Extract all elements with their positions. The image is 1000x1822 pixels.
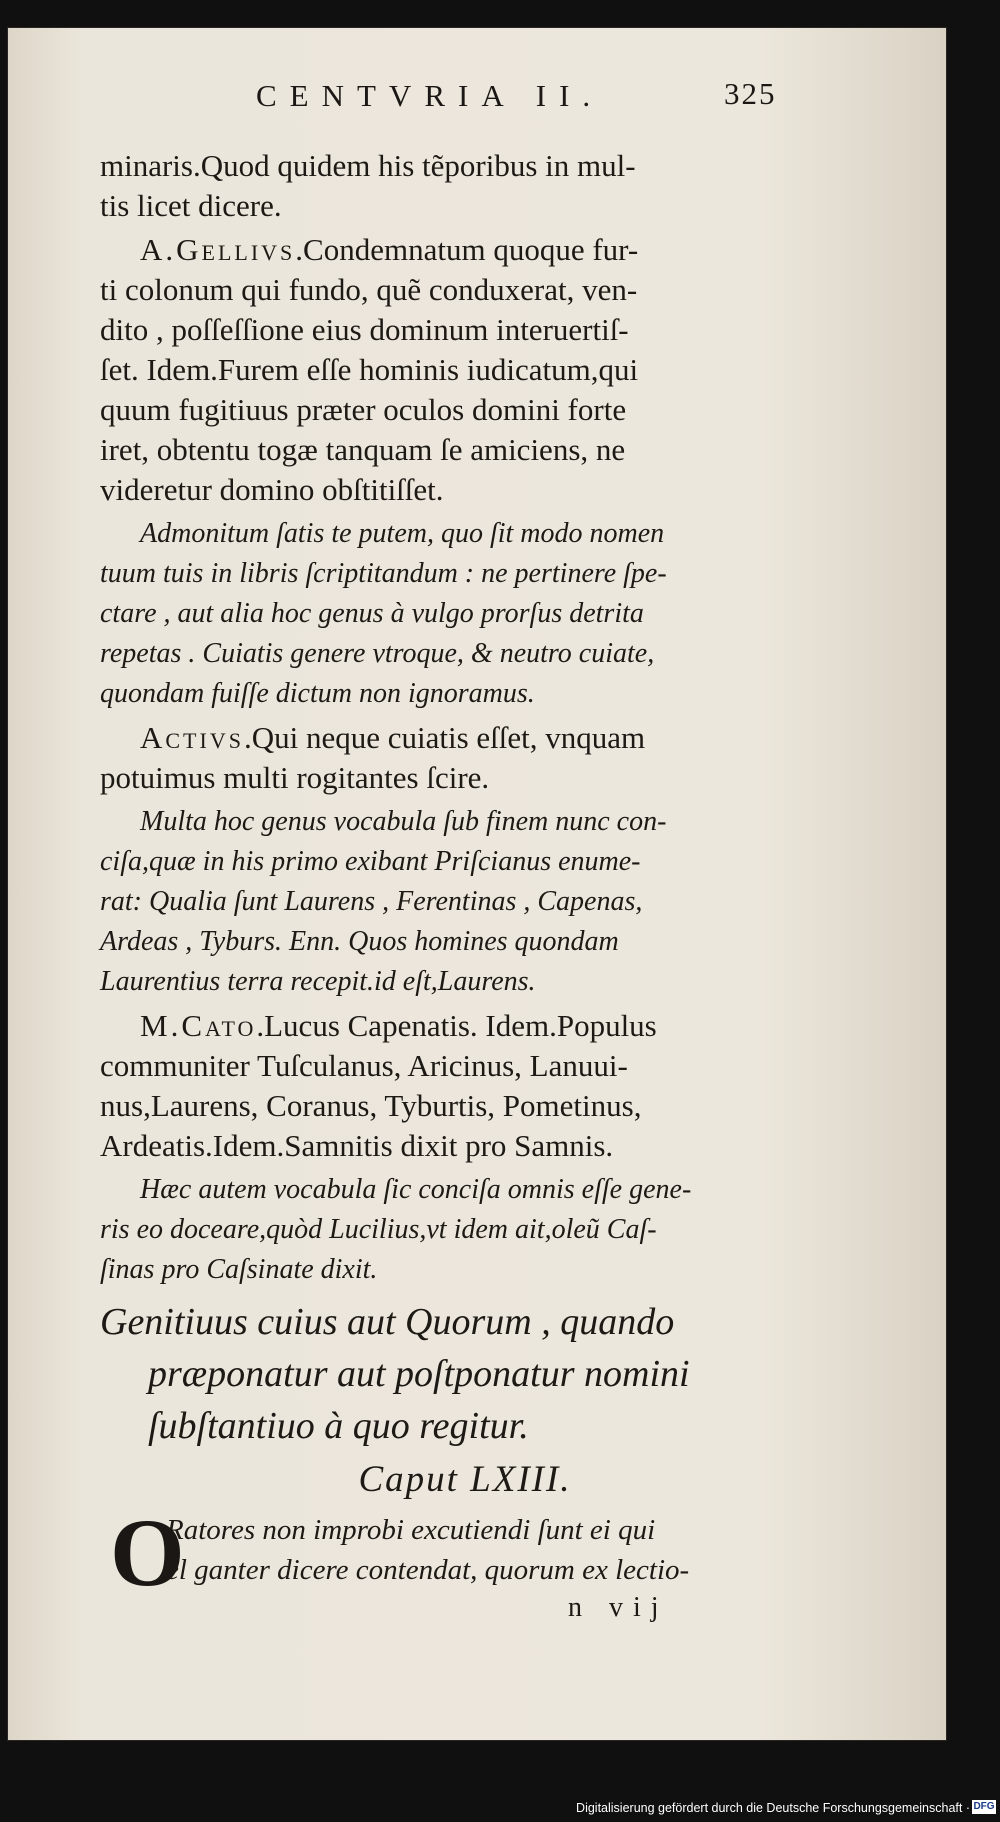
text-line: quondam fuiſſe dictum non ignoramus.	[100, 678, 535, 709]
text-run: .Lucus Capenatis. Idem.Populus	[256, 1008, 657, 1043]
chapter-number: Caput LXIII.	[358, 1459, 572, 1500]
text-line: ſet. Idem.Furem eſſe hominis iudicatum,qui	[100, 352, 639, 387]
text-line: Ardeatis.Idem.Samnitis dixit pro Samnis.	[100, 1128, 614, 1163]
text-line: Ardeas , Tyburs. Enn. Quos homines quondam	[100, 926, 619, 957]
heading-line: præponatur aut poſtponatur nomini	[148, 1353, 690, 1395]
heading-line: ſubſtantiuo à quo regitur.	[148, 1405, 529, 1447]
text-line: Multa hoc genus vocabula ſub finem nunc con-	[140, 806, 667, 837]
heading-line: Genitiuus cuius aut Quorum , quando	[100, 1301, 675, 1343]
text-line: Laurentius terra recepit.id eſt,Laurens.	[100, 966, 536, 997]
author-name: M.Cato	[140, 1008, 257, 1043]
text-run: .Condemnatum quoque fur-	[295, 232, 639, 267]
text-line: videretur domino obſtitiſſet.	[100, 472, 444, 507]
text-line: ti colonum qui fundo, quẽ conduxerat, ven-	[100, 272, 638, 307]
text-line: ctare , aut alia hoc genus à vulgo prorſus detrita	[100, 598, 644, 629]
text-line: rat: Qualia ſunt Laurens , Ferentinas , Capenas,	[100, 886, 643, 917]
text-line: dito , poſſeſſione eius dominum interuertiſ-	[100, 312, 629, 347]
running-title: CENTVRIA II.	[256, 78, 604, 113]
text-line: Hæc autem vocabula ſic conciſa omnis eſſe gene-	[140, 1174, 692, 1205]
commentary-2	[100, 802, 790, 1002]
text-line: Admonitum ſatis te putem, quo ſit modo nomen	[140, 518, 665, 549]
signature-mark: n vij	[568, 1592, 669, 1623]
commentary-1	[100, 514, 790, 714]
text-line: ſinas pro Caſsinate dixit.	[100, 1254, 378, 1285]
dfg-logo: DFG	[973, 1801, 995, 1812]
text-line	[100, 230, 790, 270]
commentary-3	[100, 1170, 790, 1290]
drop-capital: O	[110, 1499, 185, 1606]
chapter-heading	[100, 1296, 790, 1452]
text-line: Ratores non improbi excutiendi ſunt ei qui	[166, 1514, 656, 1546]
chapter-opening	[100, 1499, 790, 1606]
text-line: ciſa,quæ in his primo exibant Priſcianus enume-	[100, 846, 641, 877]
text-line: tuum tuis in libris ſcriptitandum : ne pertinere ſpe-	[100, 558, 667, 589]
text-run: .Qui neque cuiatis eſſet, vnquam	[243, 720, 646, 755]
page-body	[100, 146, 790, 1626]
text-line: communiter Tuſculanus, Aricinus, Lanuui-	[100, 1048, 628, 1083]
paragraph-accius	[100, 718, 790, 798]
paragraph-1	[100, 146, 790, 226]
text-line: tis licet dicere.	[100, 188, 282, 223]
text-line: quum fugitiuus præter oculos domini forte	[100, 392, 627, 427]
text-line: potuimus multi rogitantes ſcire.	[100, 760, 490, 795]
text-line: iret, obtentu togæ tanquam ſe amiciens, ne	[100, 432, 626, 467]
author-name: Activs	[140, 720, 244, 755]
book-page	[8, 28, 946, 1740]
text-line: minaris.Quod quidem his tẽporibus in mul-	[100, 148, 636, 183]
author-name: A.Gellivs	[140, 232, 296, 267]
funding-credit: Digitalisierung gefördert durch die Deutsche Forschungsgemeinschaft ·	[576, 1801, 970, 1815]
text-line	[100, 1006, 790, 1046]
text-line	[100, 718, 790, 758]
text-line: ris eo doceare,quòd Lucilius,vt idem ait,oleũ Caſ-	[100, 1214, 657, 1245]
digitization-footer	[0, 1796, 1000, 1822]
running-header	[256, 78, 856, 128]
paragraph-gellius	[100, 230, 790, 510]
text-line: el ganter dicere contendat, quorum ex lectio-	[166, 1554, 690, 1586]
text-line: repetas . Cuiatis genere vtroque, & neutro cuiate,	[100, 638, 655, 669]
paragraph-cato	[100, 1006, 790, 1166]
page-number: 325	[724, 76, 777, 111]
text-line: nus,Laurens, Coranus, Tyburtis, Pometinus,	[100, 1088, 642, 1123]
